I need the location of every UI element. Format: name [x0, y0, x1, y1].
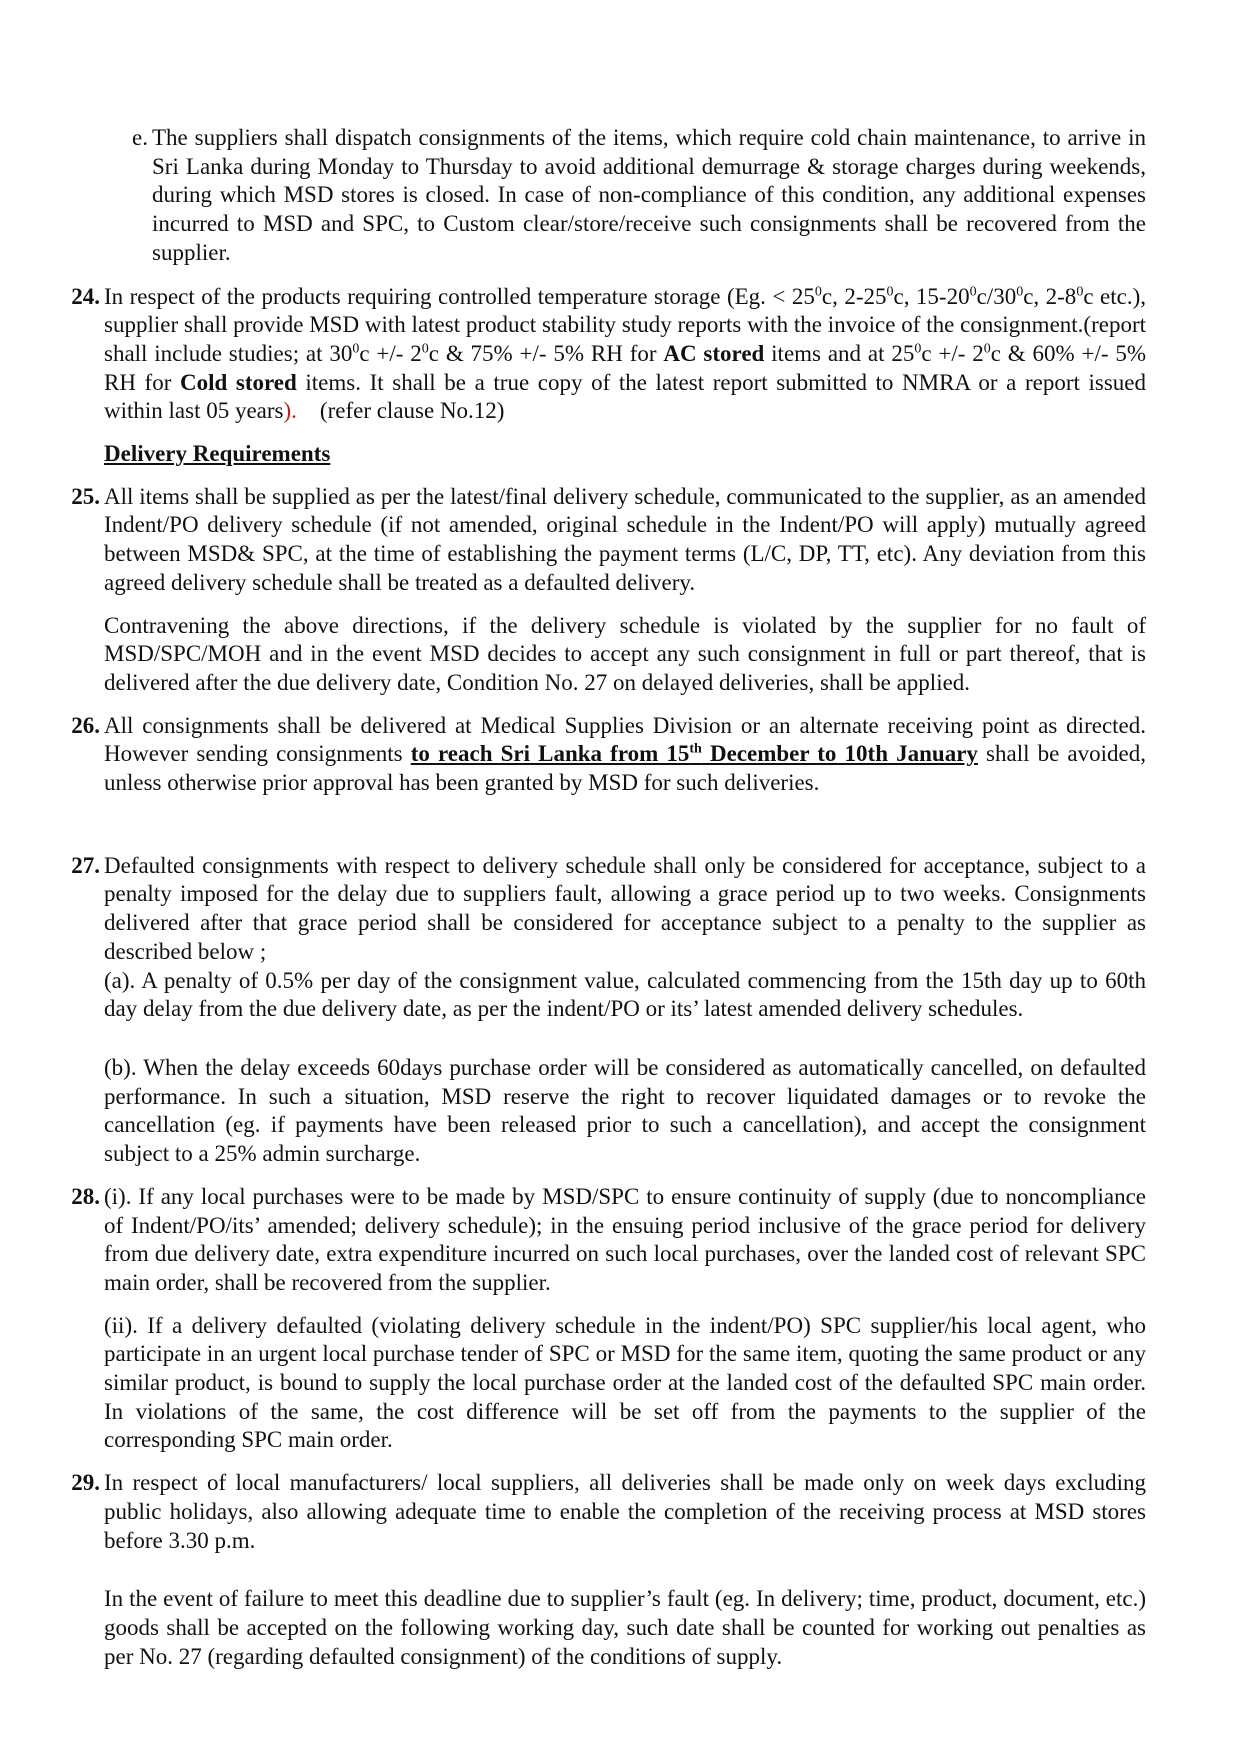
- clause-26-text-2: shall be avoided, unless otherwise prior approval has been granted by MSD for such deliveries.: [104, 741, 1146, 796]
- clause-25: [56, 483, 1146, 598]
- clause-24-text-3: c, 15-20: [893, 283, 970, 309]
- clause-27-number: 27.: [71, 852, 100, 878]
- clause-23e-text: The suppliers shall dispatch consignments of the items, which require cold chain maintenance, to arrive in Sri Lanka during Monday to Thursday to avoid additional demurrage & storage charges during weekends, during which MSD stores is closed. In case of non-compliance of this condition, any additional expenses incurred to MSD and SPC, to Custom clear/store/receive such consignments shall be recovered from the supplier.: [152, 125, 1146, 265]
- clause-24-red-text: ).: [283, 398, 297, 424]
- degree-superscript: 0: [421, 341, 429, 357]
- clause-29: [56, 1469, 1146, 1555]
- clause-24-text-11: c & 60% +/- 5% RH for: [104, 340, 1147, 395]
- clause-28-subclause-ii: (ii). If a delivery defaulted (violating delivery schedule in the indent/PO) SPC supplier/his local agent, who participate in an urgent local purchase tender of SPC or MSD for the same item, quoting the same product or any similar product, is bound to supply the local purchase order at the landed cost of the defaulted SPC main order. In violations of the same, the cost difference will be set off from the payments to the supplier of the corresponding SPC main order.: [104, 1312, 1146, 1453]
- clause-26-underlined-2: December to 10th January: [701, 741, 978, 767]
- clause-24-number: 24.: [71, 283, 100, 309]
- cold-stored-bold: Cold stored: [179, 369, 297, 395]
- degree-superscript: 0: [886, 283, 894, 299]
- clause-28: [56, 1183, 1146, 1298]
- clause-24-text-1: In respect of the products requiring controlled temperature storage (Eg. < 25: [104, 283, 815, 309]
- clause-29-number: 29.: [71, 1470, 100, 1496]
- clause-24-text-8: c & 75% +/- 5% RH for: [428, 340, 664, 366]
- clause-23e: [56, 124, 1146, 268]
- document-body: [56, 124, 1146, 1671]
- clause-24-text-4: c/30: [976, 283, 1017, 309]
- clause-26-underlined-1: to reach Sri Lanka from 15: [410, 741, 690, 767]
- clause-24-text-12: items. It shall be a true copy of the latest report submitted to NMRA or a report issued within last 05 years: [104, 369, 1146, 424]
- clause-25-paragraph-2: Contravening the above directions, if the delivery schedule is violated by the supplier for no fault of MSD/SPC/MOH and in the event MSD decides to accept any such consignment in full or part thereof, that is delivered after the due delivery date, Condition No. 27 on delayed deliveries, shall be applied.: [104, 612, 1146, 695]
- clause-24: [56, 283, 1146, 427]
- clause-28-text-1: (i). If any local purchases were to be made by MSD/SPC to ensure continuity of supply (due to noncompliance of Indent/PO/its’ amended; delivery schedule); in the ensuing period inclusive of the grace period for delivery from due delivery date, extra expenditure incurred on such local purchases, over the landed cost of relevant SPC main order, shall be recovered from the supplier.: [104, 1183, 1146, 1295]
- degree-superscript: 0: [914, 341, 922, 357]
- clause-27-text-1: Defaulted consignments with respect to delivery schedule shall only be considered for acceptance, subject to a penalty imposed for the delay due to suppliers fault, allowing a grace period up to two weeks. Consignments delivered after that grace period shall be considered for acceptance subject to a penalty to the supplier as described below ;: [104, 852, 1146, 964]
- ac-stored-bold: AC stored: [663, 340, 765, 366]
- clause-23e-label: e.: [132, 125, 148, 150]
- degree-superscript: 0: [969, 283, 977, 299]
- clause-24-text-9: items and at 25: [764, 340, 915, 366]
- section-title: Delivery Requirements: [104, 441, 331, 467]
- clause-27-subclause-b: (b). When the delay exceeds 60days purchase order will be considered as automatically cancelled, on defaulted performance. In such a situation, MSD reserve the right to recover liquidated damages or to revoke the cancellation (eg. if payments have been released prior to such a cancellation), and accept the consignment subject to a 25% admin surcharge.: [104, 1054, 1146, 1167]
- degree-superscript: 0: [983, 341, 991, 357]
- clause-24-reference: (refer clause No.12): [296, 398, 505, 424]
- ordinal-superscript: th: [689, 741, 702, 757]
- clause-27: [56, 852, 1146, 967]
- clause-26-number: 26.: [71, 712, 100, 738]
- clause-29-paragraph-2: In the event of failure to meet this deadline due to supplier’s fault (eg. In delivery; time, product, document, etc.) goods shall be accepted on the following working day, such date shall be counted for working out penalties as per No. 27 (regarding defaulted consignment) of the conditions of supply.: [104, 1586, 1146, 1669]
- clause-25-text-1: All items shall be supplied as per the latest/final delivery schedule, communicated to the supplier, as an amended Indent/PO delivery schedule (if not amended, original schedule in the Indent/PO will apply) mutually agreed between MSD& SPC, at the time of establishing the payment terms (L/C, DP, TT, etc). Any deviation from this agreed delivery schedule shall be treated as a defaulted delivery.: [104, 483, 1146, 595]
- clause-24-text-2: c, 2-25: [821, 283, 887, 309]
- clause-25-number: 25.: [71, 483, 100, 509]
- degree-superscript: 0: [1016, 283, 1024, 299]
- clause-28-number: 28.: [71, 1183, 100, 1209]
- degree-superscript: 0: [1076, 283, 1084, 299]
- clause-27-subclause-a: (a). A penalty of 0.5% per day of the consignment value, calculated commencing from the 15th day up to 60th day delay from the due delivery date, as per the indent/PO or its’ latest amended delivery schedules.: [104, 967, 1146, 1022]
- clause-24-text-6: c etc.), supplier shall provide MSD with latest product stability study reports with the invoice of the consignment.(report shall include studies; at 30: [104, 283, 1146, 366]
- clause-29-text-1: In respect of local manufacturers/ local suppliers, all deliveries shall be made only on week days excluding public holidays, also allowing adequate time to enable the completion of the receiving process at MSD stores before 3.30 p.m.: [104, 1470, 1146, 1553]
- clause-26: [56, 712, 1146, 798]
- clause-24-text-10: c +/- 2: [921, 340, 984, 366]
- clause-24-text-7: c +/- 2: [359, 340, 422, 366]
- clause-26-text-1: All consignments shall be delivered at Medical Supplies Division or an alternate receiving point as directed. However sending consignments: [104, 712, 1146, 767]
- degree-superscript: 0: [352, 341, 360, 357]
- clause-24-text-5: c, 2-8: [1023, 283, 1077, 309]
- degree-superscript: 0: [814, 283, 822, 299]
